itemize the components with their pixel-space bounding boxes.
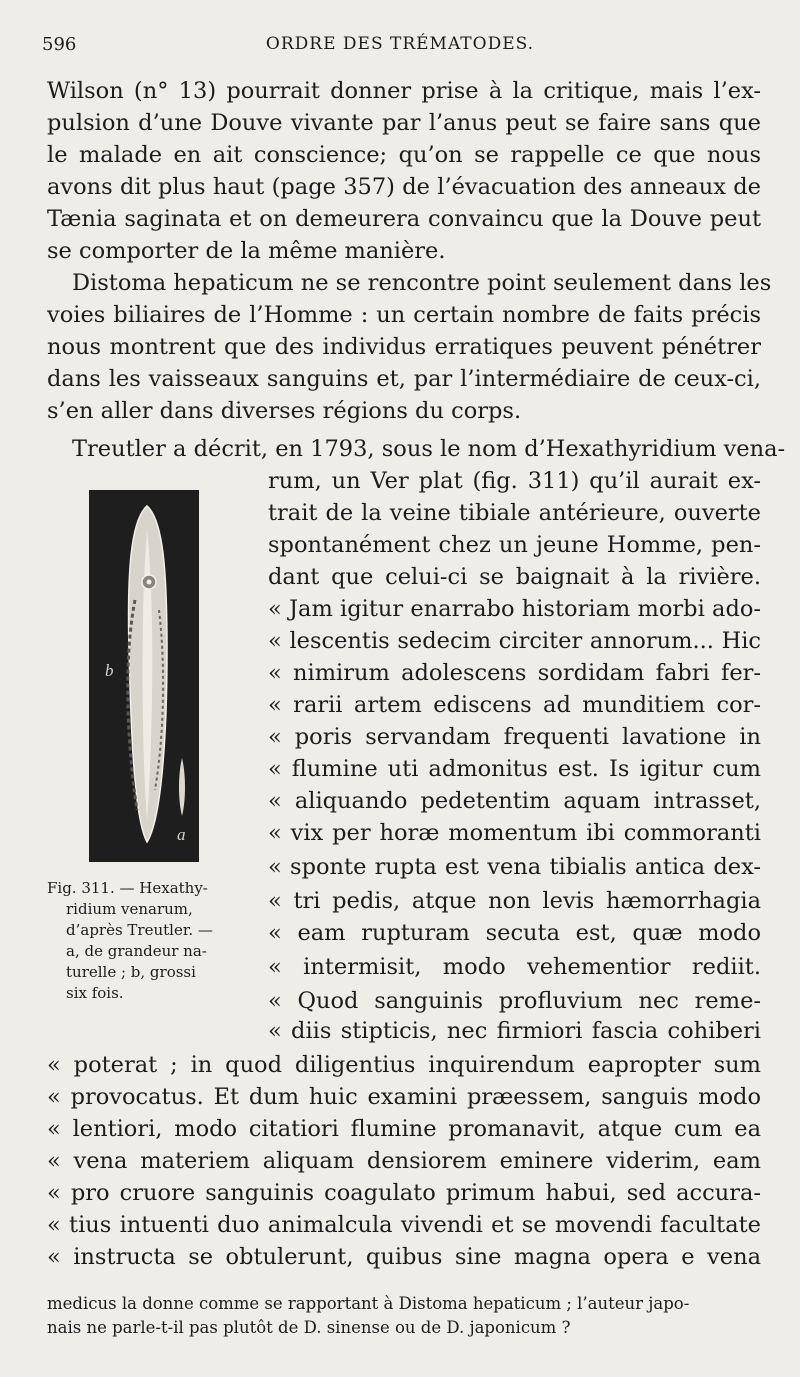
figure-caption-line: turelle ; b, grossi — [66, 963, 196, 981]
body-line: Tænia saginata et on demeurera convaincu que la Douve peut — [47, 206, 761, 232]
wrapped-line: dant que celui-ci se baignait à la rivière. — [268, 564, 761, 590]
hexathyridium-illustration — [89, 490, 199, 862]
wrapped-line: « nimirum adolescens sordidam fabri fer- — [268, 660, 761, 686]
footnote-line: nais ne parle-t-il pas plutôt de D. sinense ou de D. japonicum ? — [47, 1318, 571, 1337]
wrapped-line: rum, un Ver plat (fig. 311) qu’il aurait ex- — [268, 468, 761, 494]
figure-311 — [89, 490, 199, 862]
wrapped-line: spontanément chez un jeune Homme, pen- — [268, 532, 761, 558]
running-title: ORDRE DES TRÉMATODES. — [265, 34, 535, 54]
wrapped-line: « lescentis sedecim circiter annorum... Hic — [268, 628, 761, 654]
figure-caption-line: a, de grandeur na- — [66, 942, 207, 960]
body-line: dans les vaisseaux sanguins et, par l’intermédiaire de ceux-ci, — [47, 366, 761, 392]
figure-caption-line: d’après Treutler. — — [66, 921, 213, 939]
wrapped-line: « diis stipticis, nec firmiori fascia cohiberi — [268, 1018, 761, 1044]
body-line: nous montrent que des individus erratiques peuvent pénétrer — [47, 334, 761, 360]
figure-caption-line: ridium venarum, — [66, 900, 193, 918]
wrapped-line: « eam rupturam secuta est, quæ modo — [268, 920, 761, 946]
figure-label-b: b — [105, 661, 114, 680]
body-line: « lentiori, modo citatiori flumine promanavit, atque cum ea — [47, 1116, 761, 1142]
body-line: Wilson (n° 13) pourrait donner prise à la critique, mais l’ex- — [47, 78, 761, 104]
wrapped-line: « flumine uti admonitus est. Is igitur cum — [268, 756, 761, 782]
body-line: « poterat ; in quod diligentius inquirendum eapropter sum — [47, 1052, 761, 1078]
footnote-line: medicus la donne comme se rapportant à Distoma hepaticum ; l’auteur japo- — [47, 1294, 690, 1313]
body-line: « provocatus. Et dum huic examini præessem, sanguis modo — [47, 1084, 761, 1110]
figure-label-a: a — [177, 825, 186, 844]
wrapped-line: « aliquando pedetentim aquam intrasset, — [268, 788, 761, 814]
figure-caption-line: Fig. 311. — Hexathy- — [47, 879, 208, 897]
wrapped-line: « Jam igitur enarrabo historiam morbi ado- — [268, 596, 761, 622]
wrapped-line: « tri pedis, atque non levis hæmorrhagia — [268, 888, 761, 914]
body-line: s’en aller dans diverses régions du corps. — [47, 398, 522, 424]
body-line: « instructa se obtulerunt, quibus sine magna opera e vena — [47, 1244, 761, 1270]
body-line: le malade en ait conscience; qu’on se rappelle ce que nous — [47, 142, 761, 168]
wrapped-line: « sponte rupta est vena tibialis antica dex- — [268, 854, 761, 880]
body-line: « tius intuenti duo animalcula vivendi et se movendi facultate — [47, 1212, 761, 1238]
wrapped-line: « vix per horæ momentum ibi commoranti — [268, 820, 761, 846]
page-number: 596 — [42, 34, 77, 55]
body-line: se comporter de la même manière. — [47, 238, 446, 264]
body-line: pulsion d’une Douve vivante par l’anus peut se faire sans que — [47, 110, 761, 136]
wrapped-line: « poris servandam frequenti lavatione in — [268, 724, 761, 750]
wrapped-line: « Quod sanguinis profluvium nec reme- — [268, 988, 761, 1014]
figure-caption-line: six fois. — [66, 984, 124, 1002]
body-line: avons dit plus haut (page 357) de l’évacuation des anneaux de — [47, 174, 761, 200]
body-line: « pro cruore sanguinis coagulato primum habui, sed accura- — [47, 1180, 761, 1206]
body-line: voies biliaires de l’Homme : un certain nombre de faits précis — [47, 302, 761, 328]
wrapped-line: « rarii artem ediscens ad munditiem cor- — [268, 692, 761, 718]
wrapped-line: trait de la veine tibiale antérieure, ouverte — [268, 500, 761, 526]
body-line: Treutler a décrit, en 1793, sous le nom d’Hexathyridium vena- — [72, 436, 786, 462]
body-line: « vena materiem aliquam densiorem eminere viderim, eam — [47, 1148, 761, 1174]
wrapped-line: « intermisit, modo vehementior rediit. — [268, 954, 761, 980]
body-line: Distoma hepaticum ne se rencontre point seulement dans les — [72, 270, 772, 296]
